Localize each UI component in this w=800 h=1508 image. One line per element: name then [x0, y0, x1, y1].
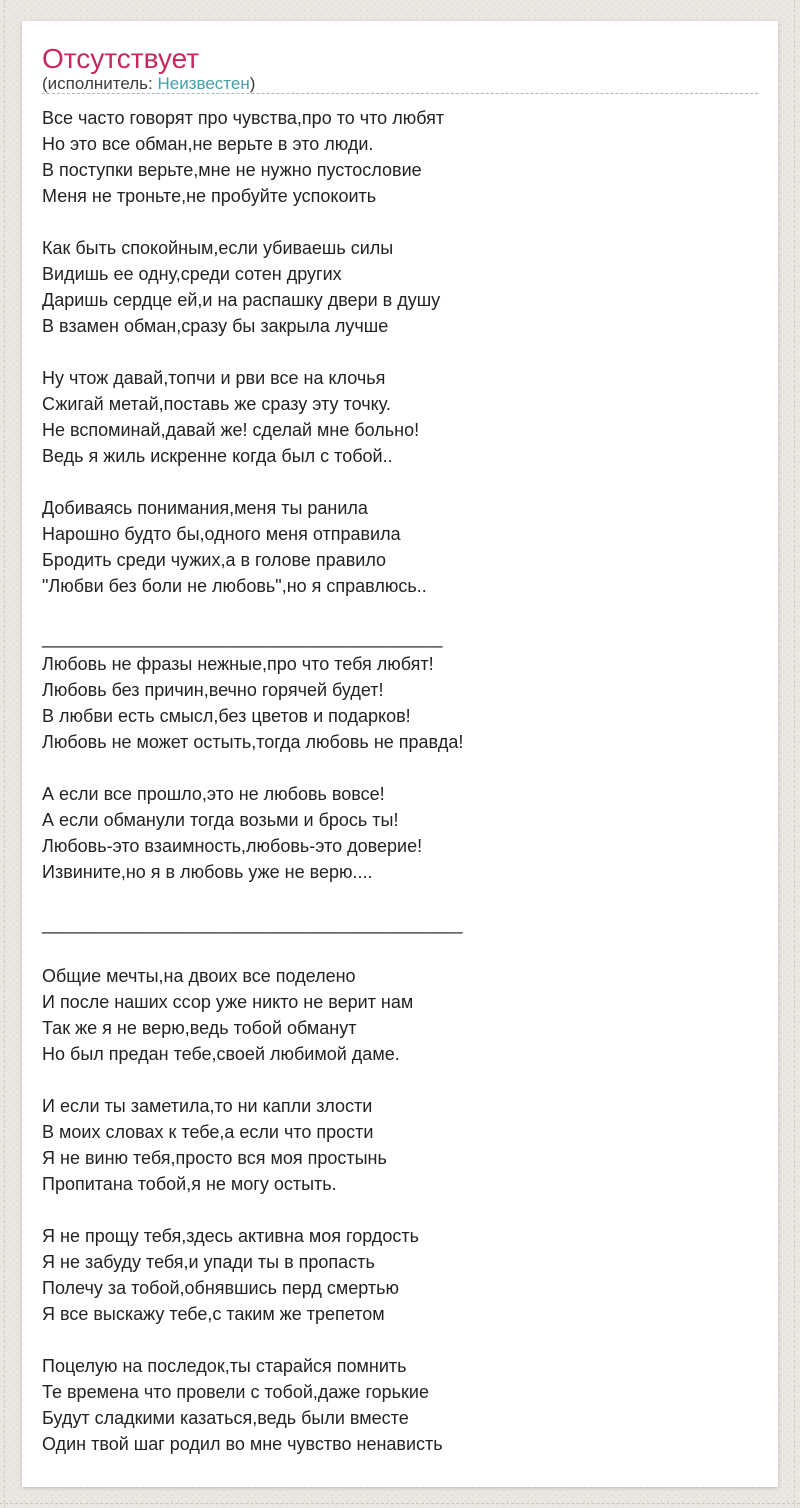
separator-line: __________________________________________ [42, 914, 463, 934]
blank-line [42, 755, 758, 781]
blank-line [42, 1197, 758, 1223]
lyric-line: Добиваясь понимания,меня ты ранила [42, 498, 368, 518]
lyric-line: И если ты заметила,то ни капли злости [42, 1096, 373, 1116]
artist-line [42, 74, 758, 93]
blank-line [42, 209, 758, 235]
blank-line [42, 1327, 758, 1353]
lyric-line: Пропитана тобой,я не могу остыть. [42, 1174, 337, 1194]
lyric-line: В поступки верьте,мне не нужно пустословие [42, 160, 422, 180]
song-header [42, 45, 758, 94]
lyric-line: Сжигай метай,поставь же сразу эту точку. [42, 394, 391, 414]
artist-link[interactable]: Неизвестен [157, 74, 250, 93]
lyric-line: Нарошно будто бы,одного меня отправила [42, 524, 401, 544]
lyric-line: А если все прошло,это не любовь вовсе! [42, 784, 385, 804]
lyric-line: Полечу за тобой,обнявшись перд смертью [42, 1278, 399, 1298]
lyric-line: Так же я не верю,ведь тобой обманут [42, 1018, 357, 1038]
lyric-line: Любовь-это взаимность,любовь-это доверие! [42, 836, 423, 856]
blank-line [42, 937, 758, 963]
blank-line [42, 599, 758, 625]
lyric-line: Но это все обман,не верьте в это люди. [42, 134, 374, 154]
lyric-line: И после наших ссор уже никто не верит нам [42, 992, 414, 1012]
lyric-line: Я все выскажу тебе,с таким же трепетом [42, 1304, 385, 1324]
blank-line [42, 885, 758, 911]
lyric-line: Бродить среди чужих,а в голове правило [42, 550, 387, 570]
background-left-dashed-edge [4, 0, 5, 1508]
lyric-line: Видишь ее одну,среди сотен других [42, 264, 342, 284]
lyric-line: Я не забуду тебя,и упади ты в пропасть [42, 1252, 375, 1272]
lyrics [42, 105, 758, 1457]
lyric-line: Все часто говорят про чувства,про то что любят [42, 108, 445, 128]
lyric-line: Как быть спокойным,если убиваешь силы [42, 238, 394, 258]
lyric-line: Ну чтож давай,топчи и рви все на клочья [42, 368, 386, 388]
lyric-line: В моих словах к тебе,а если что прости [42, 1122, 374, 1142]
separator-line: ________________________________________ [42, 628, 443, 648]
artist-prefix: (исполнитель: [42, 74, 158, 93]
lyric-line: Даришь сердце ей,и на распашку двери в душу [42, 290, 441, 310]
lyric-line: "Любви без боли не любовь",но я справлюсь.. [42, 576, 427, 596]
blank-line [42, 469, 758, 495]
blank-line [42, 1067, 758, 1093]
lyric-line: Те времена что провели с тобой,даже горькие [42, 1382, 429, 1402]
song-title: Отсутствует [42, 43, 200, 74]
lyric-line: Любовь не фразы нежные,про что тебя любят! [42, 654, 434, 674]
lyric-line: Будут сладкими казаться,ведь были вместе [42, 1408, 409, 1428]
background-right-dashed-edge [794, 0, 795, 1508]
lyric-line: Не вспоминай,давай же! сделай мне больно! [42, 420, 420, 440]
blank-line [42, 339, 758, 365]
background-bottom-dashed-edge [0, 1503, 800, 1504]
lyric-line: Поцелую на последок,ты старайся помнить [42, 1356, 407, 1376]
lyric-line: Любовь без причин,вечно горячей будет! [42, 680, 384, 700]
lyric-line: Я не виню тебя,просто вся моя простынь [42, 1148, 387, 1168]
lyric-line: Ведь я жиль искренне когда был с тобой.. [42, 446, 393, 466]
lyrics-card [22, 21, 778, 1487]
lyric-line: Я не прощу тебя,здесь активна моя гордость [42, 1226, 419, 1246]
lyric-line: А если обманули тогда возьми и брось ты! [42, 810, 399, 830]
lyric-line: Один твой шаг родил во мне чувство ненависть [42, 1434, 443, 1454]
artist-suffix: ) [249, 74, 256, 93]
lyric-line: В любви есть смысл,без цветов и подарков! [42, 706, 411, 726]
lyric-line: В взамен обман,сразу бы закрыла лучше [42, 316, 389, 336]
lyric-line: Меня не троньте,не пробуйте успокоить [42, 186, 377, 206]
lyric-line: Извините,но я в любовь уже не верю.... [42, 862, 373, 882]
lyric-line: Общие мечты,на двоих все поделено [42, 966, 356, 986]
lyric-line: Любовь не может остыть,тогда любовь не правда! [42, 732, 464, 752]
lyric-line: Но был предан тебе,своей любимой даме. [42, 1044, 400, 1064]
